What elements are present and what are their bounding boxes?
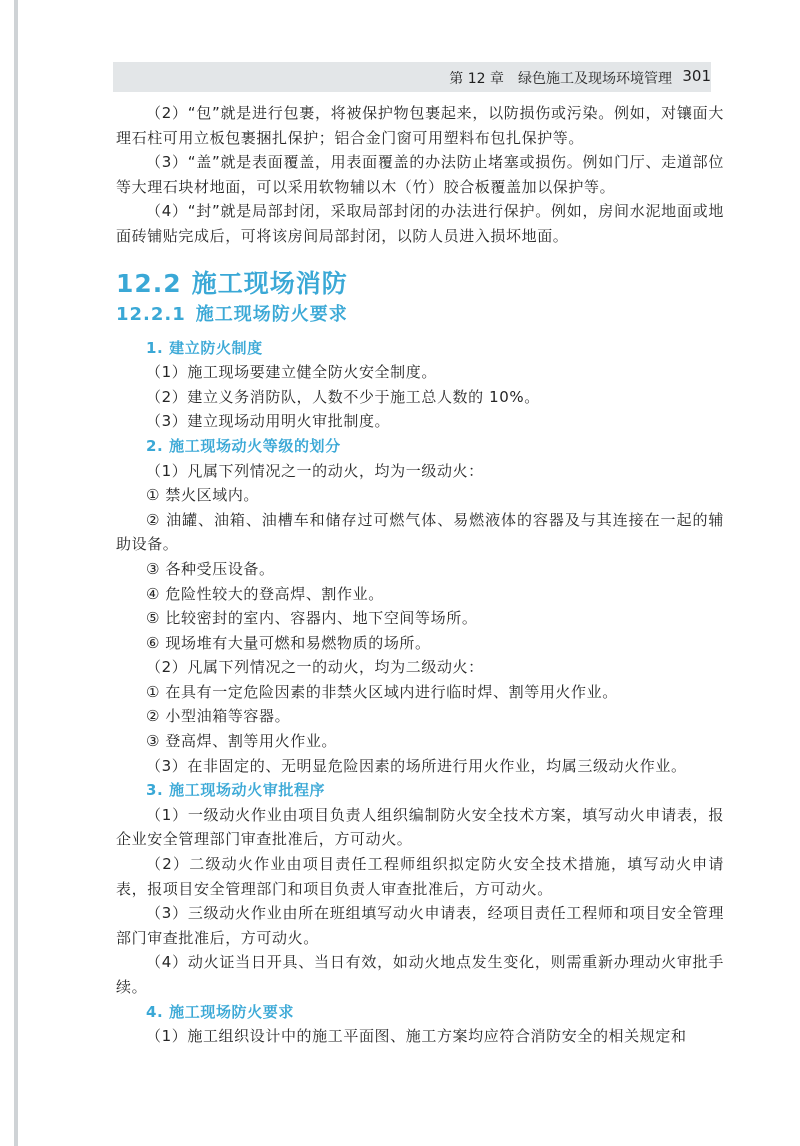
paragraph: （2）凡属下列情况之一的动火，均为二级动火： [146, 658, 484, 677]
paragraph: ③ 登高焊、割等用火作业。 [146, 732, 338, 751]
paragraph: （3）三级动火作业由所在班组填写动火申请表，经项目责任工程师和项目安全管理部门审查批准后，方可动火。 [116, 904, 724, 947]
paragraph: ① 在具有一定危险因素的非禁火区域内进行临时焊、割等用火作业。 [146, 682, 618, 701]
running-header [0, 62, 800, 92]
paragraph: （1）施工组织设计中的施工平面图、施工方案均应符合消防安全的相关规定和 [146, 1027, 687, 1046]
paragraph: （1）凡属下列情况之一的动火，均为一级动火： [146, 461, 484, 480]
paragraph: （4）“封”就是局部封闭，采取局部封闭的办法进行保护。例如，房间水泥地面或地面砖铺贴完成后，可将该房间局部封闭，以防人员进入损坏地面。 [116, 202, 724, 245]
paragraph: （2）“包”就是进行包裹，将被保护物包裹起来，以防损伤或污染。例如，对镶面大理石柱可用立板包裹捆扎保护；铝合金门窗可用塑料布包扎保护等。 [116, 104, 724, 147]
part-heading: 4. 施工现场防火要求 [146, 1002, 294, 1021]
paragraph: （4）动火证当日开具、当日有效，如动火地点发生变化，则需重新办理动火审批手续。 [116, 953, 724, 996]
section-title: 施工现场消防 [191, 268, 348, 298]
part-heading: 1. 建立防火制度 [146, 338, 263, 357]
part-heading: 3. 施工现场动火审批程序 [146, 781, 326, 800]
paragraph: ④ 危险性较大的登高焊、割作业。 [146, 584, 384, 603]
subsection-number: 12.2.1 [116, 303, 186, 325]
section-number: 12.2 [116, 268, 182, 298]
paragraph: （3）在非固定的、无明显危险因素的场所进行用火作业，均属三级动火作业。 [146, 756, 687, 775]
paragraph: ② 油罐、油箱、油槽车和储存过可燃气体、易燃液体的容器及与其连接在一起的辅助设备。 [116, 510, 724, 554]
page-edge-bar [14, 0, 18, 1146]
paragraph: （2）建立义务消防队，人数不少于施工总人数的 10%。 [146, 387, 540, 406]
chapter-title: 第 12 章 绿色施工及现场环境管理 [449, 71, 672, 87]
paragraph: ⑤ 比较密封的室内、容器内、地下空间等场所。 [146, 609, 478, 628]
subsection-title: 施工现场防火要求 [195, 303, 348, 325]
paragraph: ⑥ 现场堆有大量可燃和易燃物质的场所。 [146, 633, 431, 652]
page-number: 301 [682, 67, 711, 85]
part-heading: 2. 施工现场动火等级的划分 [146, 436, 341, 455]
paragraph: ② 小型油箱等容器。 [146, 707, 291, 726]
paragraph: （1）一级动火作业由项目负责人组织编制防火安全技术方案，填写动火申请表，报企业安全管理部门审查批准后，方可动火。 [116, 805, 724, 849]
paragraph: ① 禁火区域内。 [146, 486, 260, 505]
paragraph: （3）建立现场动用明火审批制度。 [146, 412, 391, 431]
paragraph: （1）施工现场要建立健全防火安全制度。 [146, 363, 437, 382]
page-body [116, 101, 724, 1049]
section-heading [116, 268, 724, 300]
paragraph: （3）“盖”就是表面覆盖，用表面覆盖的办法防止堵塞或损伤。例如门厅、走道部位等大理石块材地面，可以采用软物辅以木（竹）胶合板覆盖加以保护等。 [116, 153, 724, 196]
paragraph: ③ 各种受压设备。 [146, 559, 275, 578]
paragraph: （2）二级动火作业由项目责任工程师组织拟定防火安全技术措施，填写动火申请表，报项目安全管理部门和项目负责人审查批准后，方可动火。 [116, 855, 724, 898]
subsection-heading [116, 302, 724, 328]
